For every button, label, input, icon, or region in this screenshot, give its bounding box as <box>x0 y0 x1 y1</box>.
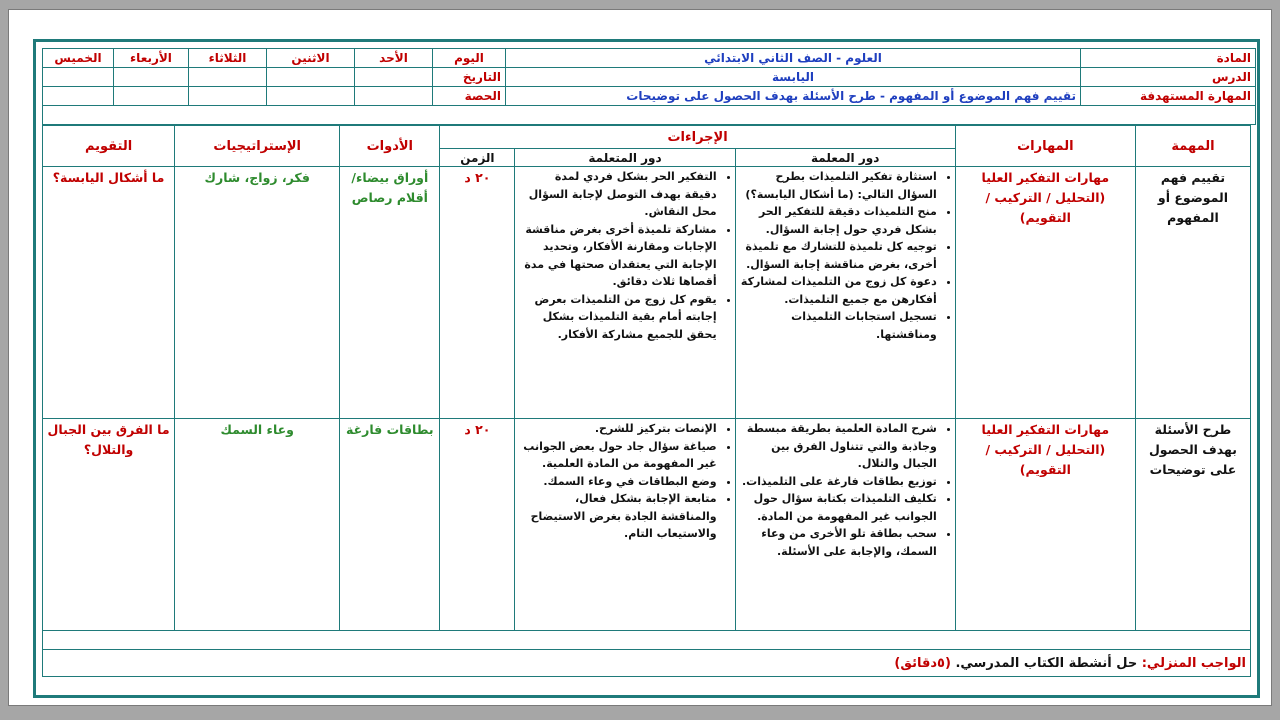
period-cell <box>355 87 433 106</box>
day-monday: الاثنين <box>267 49 355 68</box>
row2-time: ٢٠ د <box>440 419 515 631</box>
list-item: • سحب بطاقة تلو الأخرى من وعاء السمك، والإجابة على الأسئلة. <box>740 525 937 560</box>
period-cell <box>114 87 189 106</box>
row2-skills: مهارات التفكير العليا (التحليل / التركيب / التقويم) <box>955 419 1135 631</box>
day-tuesday: الثلاثاء <box>189 49 267 68</box>
list-item: • مشاركة تلميذة أخرى بغرض مناقشة الإجابات ومقارنة الأفكار، وتحديد الإجابة التي يعتقدان صحتها في مدة أقصاها ثلاث دقائق. <box>519 221 716 291</box>
target-skill-value: تقييم فهم الموضوع أو المفهوم - طرح الأسئلة بهدف الحصول على توضيحات <box>506 87 1081 106</box>
list-item: • شرح المادة العلمية بطريقة مبسطة وجاذبة والتي تتناول الفرق بين الجبال والتلال. <box>740 420 937 473</box>
row1-skills: مهارات التفكير العليا (التحليل / التركيب / التقويم) <box>955 167 1135 419</box>
row1-strategies: فكر، زواج، شارك <box>175 167 340 419</box>
list-item: • دعوة كل زوج من التلميذات لمشاركة أفكارهن مع جميع التلميذات. <box>740 273 937 308</box>
col-task: المهمة <box>1135 126 1250 167</box>
row2-tools: بطاقات فارغة <box>340 419 440 631</box>
list-item: • الإنصات بتركيز للشرح. <box>519 420 716 438</box>
target-skill-label: المهارة المستهدفة <box>1081 87 1256 106</box>
date-label: التاريخ <box>433 68 506 87</box>
list-item: • يقوم كل زوج من التلميذات بعرض إجابته أمام بقية التلميذات بشكل يحقق للجميع مشاركة الأفكار. <box>519 291 716 344</box>
row1-student-role <box>515 167 735 419</box>
list-item: • صياغة سؤال جاد حول بعض الجوانب غير المفهومة من المادة العلمية. <box>519 438 716 473</box>
row1-tools: أوراق بيضاء/ أقلام رصاص <box>340 167 440 419</box>
row2-task: طرح الأسئلة بهدف الحصول على توضيحات <box>1135 419 1250 631</box>
row1-time: ٢٠ د <box>440 167 515 419</box>
list-item: • استثارة تفكير التلميذات بطرح السؤال التالي: (ما أشكال اليابسة؟) <box>740 168 937 203</box>
subject-label: المادة <box>1081 49 1256 68</box>
homework-time: (٥دقائق) <box>894 655 951 671</box>
col-skills: المهارات <box>955 126 1135 167</box>
lesson-value: اليابسة <box>506 68 1081 87</box>
spacer-row <box>43 631 1251 650</box>
col-tools: الأدوات <box>340 126 440 167</box>
row1-task: تقييم فهم الموضوع أو المفهوم <box>1135 167 1250 419</box>
list-item: • تسجيل استجابات التلميذات ومناقشتها. <box>740 308 937 343</box>
list-item: • توزيع بطاقات فارغة على التلميذات. <box>740 473 937 491</box>
day-thursday: الخميس <box>43 49 114 68</box>
lesson-label: الدرس <box>1081 68 1256 87</box>
date-cell <box>43 68 114 87</box>
header-table <box>42 48 1256 125</box>
homework-label: الواجب المنزلي: <box>1141 655 1246 671</box>
col-student-role: دور المتعلمة <box>515 149 735 167</box>
col-procedures: الإجراءات <box>440 126 955 149</box>
list-item: • توجيه كل تلميذة للتشارك مع تلميذة أخرى، بغرض مناقشة إجابة السؤال. <box>740 238 937 273</box>
page-frame <box>8 9 1272 706</box>
row2-student-role <box>515 419 735 631</box>
date-cell <box>267 68 355 87</box>
list-item: • وضع البطاقات في وعاء السمك. <box>519 473 716 491</box>
list-item: • متابعة الإجابة بشكل فعال، والمناقشة الجادة بغرض الاستيضاح والاستيعاب التام. <box>519 490 716 543</box>
period-cell <box>43 87 114 106</box>
row2-teacher-role <box>735 419 955 631</box>
subject-value: العلوم - الصف الثاني الابتدائي <box>506 49 1081 68</box>
period-cell <box>267 87 355 106</box>
list-item: • التفكير الحر بشكل فردي لمدة دقيقة بهدف التوصل لإجابة السؤال محل النقاش. <box>519 168 716 221</box>
list-item: • منح التلميذات دقيقة للتفكير الحر بشكل فردي حول إجابة السؤال. <box>740 203 937 238</box>
list-item: • تكليف التلميذات بكتابة سؤال حول الجوانب غير المفهومة من المادة. <box>740 490 937 525</box>
day-sunday: الأحد <box>355 49 433 68</box>
day-label: اليوم <box>433 49 506 68</box>
period-label: الحصة <box>433 87 506 106</box>
day-wednesday: الأربعاء <box>114 49 189 68</box>
col-teacher-role: دور المعلمة <box>735 149 955 167</box>
spacer-row <box>43 106 1256 125</box>
row1-evaluation: ما أشكال اليابسة؟ <box>43 167 175 419</box>
procedures-table <box>42 125 1251 677</box>
col-evaluation: التقويم <box>43 126 175 167</box>
homework-row <box>43 650 1251 677</box>
row1-teacher-role <box>735 167 955 419</box>
date-cell <box>114 68 189 87</box>
date-cell <box>189 68 267 87</box>
homework-text: حل أنشطة الكتاب المدرسي. <box>955 655 1138 671</box>
row2-evaluation: ما الفرق بين الجبال والتلال؟ <box>43 419 175 631</box>
col-time: الزمن <box>440 149 515 167</box>
col-strategies: الإستراتيجيات <box>175 126 340 167</box>
row2-strategies: وعاء السمك <box>175 419 340 631</box>
date-cell <box>355 68 433 87</box>
lesson-plan-border <box>33 39 1260 698</box>
period-cell <box>189 87 267 106</box>
